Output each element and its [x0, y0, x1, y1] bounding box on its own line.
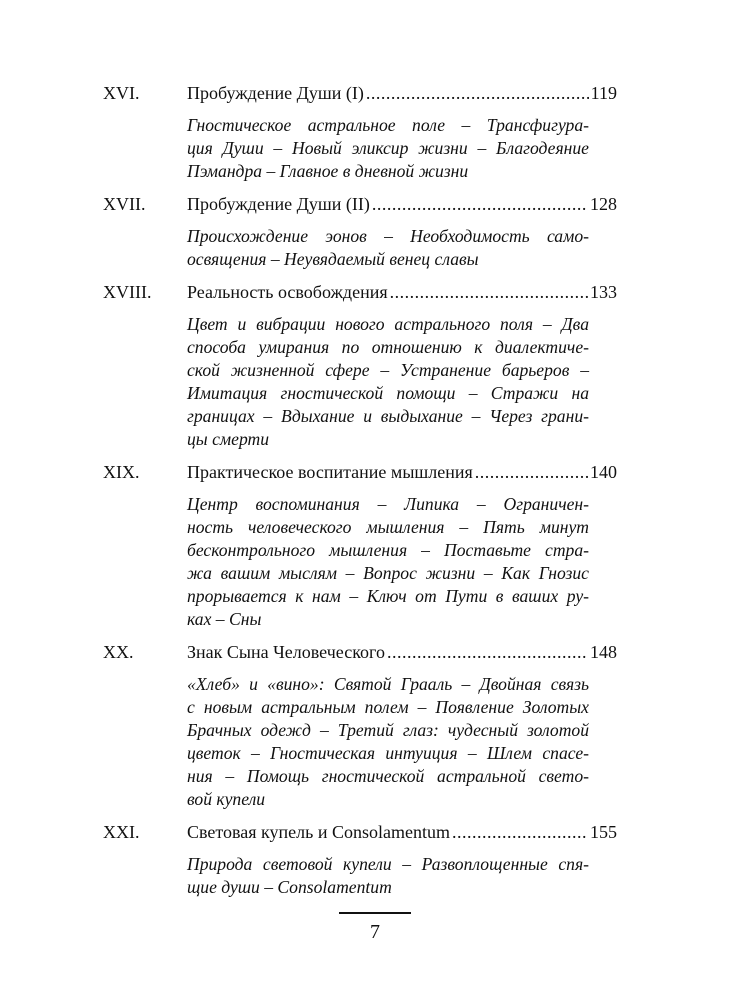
summary-line: Центр воспоминания – Липика – Ограничен-	[187, 494, 589, 514]
summary-line: Брачных одежд – Третий глаз: чудесный золотой	[187, 720, 589, 740]
dot-leader	[390, 281, 588, 303]
chapter-number: XX.	[103, 642, 134, 662]
summary-line: способа умирания по отношению к диалектиче-	[187, 337, 589, 357]
chapter-page: 133	[590, 282, 617, 302]
summary-line: ской жизненной сфере – Устранение барьеров –	[187, 360, 589, 380]
toc-entry	[103, 821, 617, 843]
summary-line: Происхождение эонов – Необходимость само-	[187, 226, 589, 246]
toc-chapter-xix	[103, 461, 617, 631]
toc-chapter-xvii	[103, 193, 617, 271]
page-number: 7	[370, 921, 380, 943]
dot-leader	[452, 821, 588, 843]
summary-line: Пэмандра – Главное в дневной жизни	[187, 161, 469, 181]
summary-line: ция Души – Новый эликсир жизни – Благодеяние	[187, 138, 589, 158]
toc-entry	[103, 461, 617, 483]
summary-line: Имитация гностической помощи – Стражи на	[187, 383, 589, 403]
toc-chapter-xvi	[103, 82, 617, 183]
chapter-page: 140	[590, 462, 617, 482]
chapter-heading	[187, 821, 617, 843]
chapter-number: XVII.	[103, 194, 146, 214]
summary-line: цы смерти	[187, 429, 270, 449]
chapter-number: XVIII.	[103, 282, 152, 302]
summary-line: ках – Сны	[187, 609, 262, 629]
chapter-summary	[187, 313, 589, 451]
chapter-number: XVI.	[103, 83, 140, 103]
table-of-contents	[103, 82, 617, 899]
chapter-heading	[187, 281, 617, 303]
footer-rule	[339, 912, 411, 914]
toc-entry	[103, 193, 617, 215]
chapter-heading	[187, 82, 617, 104]
summary-line: освящения – Неувядаемый венец славы	[187, 249, 479, 269]
chapter-summary	[187, 673, 589, 811]
chapter-heading	[187, 193, 617, 215]
dot-leader	[372, 193, 588, 215]
chapter-summary	[187, 493, 589, 631]
chapter-number: XXI.	[103, 822, 140, 842]
chapter-title: Световая купель и Consolamentum	[187, 822, 450, 842]
chapter-summary	[187, 225, 589, 271]
chapter-number: XIX.	[103, 462, 140, 482]
summary-line: с новым астральным полем – Появление Золотых	[187, 697, 589, 717]
chapter-title: Практическое воспитание мышления	[187, 462, 473, 482]
chapter-heading	[187, 641, 617, 663]
summary-line: Природа световой купели – Развоплощенные спя-	[187, 854, 589, 874]
summary-line: ния – Помощь гностической астральной свето-	[187, 766, 589, 786]
summary-line: цветок – Гностическая интуиция – Шлем спасе-	[187, 743, 589, 763]
summary-line: прорывается к нам – Ключ от Пути в ваших ру-	[187, 586, 589, 606]
chapter-summary	[187, 853, 589, 899]
summary-line: «Хлеб» и «вино»: Святой Грааль – Двойная связь	[187, 674, 589, 694]
toc-chapter-xx	[103, 641, 617, 811]
dot-leader	[475, 461, 588, 483]
summary-line: ность человеческого мышления – Пять минут	[187, 517, 589, 537]
chapter-title: Пробуждение Души (I)	[187, 83, 364, 103]
toc-entry	[103, 82, 617, 104]
summary-line: Гностическое астральное поле – Трансфигура-	[187, 115, 589, 135]
chapter-page: 155	[590, 822, 617, 842]
dot-leader	[366, 82, 589, 104]
toc-chapter-xviii	[103, 281, 617, 451]
toc-entry	[103, 281, 617, 303]
chapter-heading	[187, 461, 617, 483]
chapter-title: Пробуждение Души (II)	[187, 194, 370, 214]
summary-line: щие души – Consolamentum	[187, 877, 392, 897]
toc-chapter-xxi	[103, 821, 617, 899]
dot-leader	[387, 641, 588, 663]
summary-line: бесконтрольного мышления – Поставьте стра-	[187, 540, 589, 560]
toc-entry	[103, 641, 617, 663]
chapter-title: Реальность освобождения	[187, 282, 388, 302]
chapter-title: Знак Сына Человеческого	[187, 642, 385, 662]
chapter-page: 119	[590, 83, 617, 103]
chapter-summary	[187, 114, 589, 183]
summary-line: вой купели	[187, 789, 266, 809]
chapter-page: 128	[590, 194, 617, 214]
summary-line: Цвет и вибрации нового астрального поля – Два	[187, 314, 589, 334]
summary-line: жа вашим мыслям – Вопрос жизни – Как Гнозис	[187, 563, 589, 583]
chapter-page: 148	[590, 642, 617, 662]
summary-line: границах – Вдыхание и выдыхание – Через грани-	[187, 406, 589, 426]
